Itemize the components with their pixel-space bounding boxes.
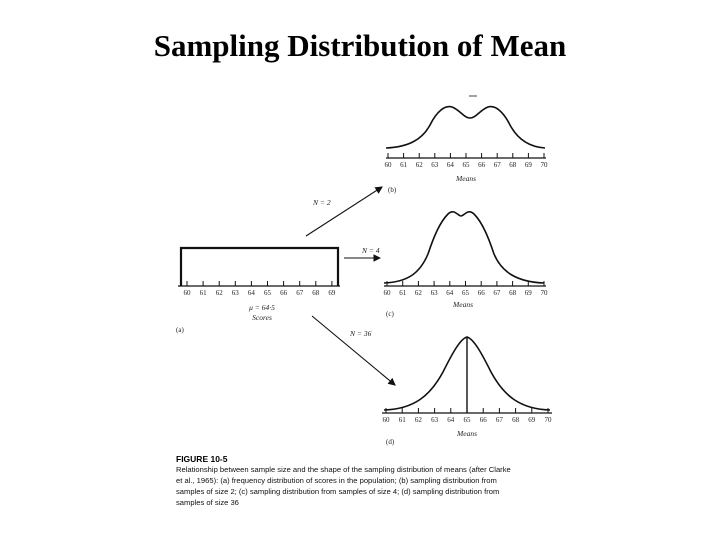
arrow-n2-line [306, 187, 382, 236]
tick-label: 65 [264, 289, 271, 297]
tick-label: 66 [280, 289, 288, 297]
panel-c-tag: (c) [386, 310, 394, 318]
caption-line: Relationship between sample size and the shape of the sampling distribution of means (after Clarke [176, 465, 511, 474]
tick-label: 65 [462, 289, 469, 297]
tick-label: 61 [399, 289, 407, 297]
tick-label: 67 [493, 289, 501, 297]
panel-b-curve [386, 107, 545, 148]
panel-d-ticks [383, 408, 553, 424]
arrow-n2 [306, 187, 382, 236]
tick-label: 64 [446, 289, 454, 297]
tick-label: 70 [540, 161, 548, 169]
tick-label: 62 [415, 161, 423, 169]
tick-label: 64 [447, 416, 455, 424]
tick-label: 68 [509, 289, 517, 297]
tick-label: 61 [398, 416, 406, 424]
tick-label: 63 [431, 416, 439, 424]
tick-label: 61 [199, 289, 207, 297]
tick-label: 64 [247, 289, 255, 297]
panel-b [385, 96, 549, 194]
panel-a-mu-label: μ = 64·5 [249, 303, 275, 312]
tick-label: 65 [463, 416, 471, 424]
panel-d-axis-label: Means [457, 429, 477, 438]
tick-label: 66 [479, 416, 487, 424]
tick-label: 68 [312, 289, 320, 297]
tick-label: 60 [183, 289, 191, 297]
panel-d [382, 337, 552, 446]
panel-a-axis-label: Scores [252, 313, 272, 322]
tick-label: 68 [512, 416, 520, 424]
tick-label: 69 [524, 161, 532, 169]
panel-a-tag: (a) [176, 326, 184, 334]
tick-label: 60 [382, 416, 390, 424]
tick-label: 62 [414, 289, 422, 297]
arrow-n4-label: N = 4 [362, 246, 380, 255]
arrow-n2-label: N = 2 [313, 198, 331, 207]
tick-label: 66 [477, 289, 485, 297]
tick-label: 63 [431, 161, 439, 169]
arrow-n36-line [312, 316, 395, 385]
tick-label: 69 [328, 289, 336, 297]
tick-label: 63 [430, 289, 438, 297]
panel-c-curve [384, 212, 544, 283]
arrow-n36-label: N = 36 [350, 329, 372, 338]
tick-label: 63 [231, 289, 239, 297]
tick-label: 68 [509, 161, 517, 169]
caption-line: et al., 1965): (a) frequency distribution of scores in the population; (b) sampling distribution from [176, 476, 497, 485]
tick-label: 66 [478, 161, 486, 169]
tick-label: 70 [540, 289, 548, 297]
panel-d-tag: (d) [386, 438, 395, 446]
tick-label: 60 [383, 289, 391, 297]
panel-c-ticks [384, 281, 549, 297]
tick-label: 70 [544, 416, 552, 424]
panel-a-ticks [184, 281, 336, 297]
panel-a [176, 248, 340, 334]
panel-b-axis-label: Means [456, 174, 476, 183]
tick-label: 61 [400, 161, 408, 169]
panel-b-ticks [385, 153, 549, 169]
tick-label: 69 [524, 289, 532, 297]
figure-caption [176, 454, 511, 507]
tick-label: 67 [493, 161, 501, 169]
tick-label: 65 [462, 161, 470, 169]
tick-label: 62 [215, 289, 223, 297]
panel-c-axis-label: Means [453, 300, 473, 309]
panel-a-rectangle [181, 248, 338, 286]
arrow-n36 [312, 316, 395, 385]
arrow-n4 [344, 246, 380, 258]
caption-line: samples of size 36 [176, 498, 239, 507]
tick-label: 67 [296, 289, 304, 297]
page-title: Sampling Distribution of Mean [153, 28, 567, 63]
caption-heading: FIGURE 10-5 [176, 454, 228, 464]
tick-label: 60 [384, 161, 392, 169]
panel-b-tag: (b) [388, 186, 397, 194]
tick-label: 69 [528, 416, 536, 424]
tick-label: 67 [495, 416, 503, 424]
panel-c [384, 212, 549, 318]
tick-label: 64 [446, 161, 454, 169]
tick-label: 62 [414, 416, 422, 424]
caption-line: samples of size 2; (c) sampling distribution from samples of size 4; (d) sampling distribution from [176, 487, 500, 496]
